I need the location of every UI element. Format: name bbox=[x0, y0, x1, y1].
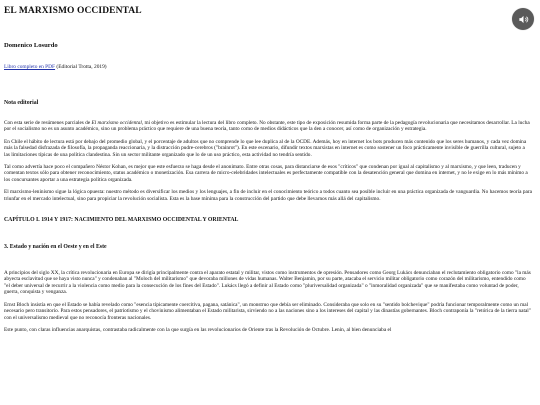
nota-paragraph-2: En Chile el hábito de lectura está por debajo del promedio global, y el porcentaje de adultos que no comprende lo que lee duplica al de la OCDE. Además, hoy en internet los bots producen más contenido que los seres humanos, y cada vez domina más la falsedad disfrazada de filosofía, la propaganda reaccionaria, y la distracción pudre-cerebros ("brainrot"). En este escenario, difundir textos marxistas en internet es como sostener un foco prácticamente invisible de guerrilla cultural, sujeto a las limitaciones típicas de una política clandestina. Sin un sector militante organizado que lo de un uso práctico, esta actividad no tendría sentido. bbox=[4, 138, 527, 158]
nota-paragraph-3: Tal como advertía hace poco el compañero Néstor Kohan, es mejor que este esfuerzo se haga desde el anonimato. Entre otras cosas, para distanciarse de esos "críticos" que condenan por igual al capitalismo y al marxismo, y que leen, traducen y comentan textos sólo para obtener reconocimiento, status académico o monetización. Esa carrera de micro-celebridades intelectuales es perfectamente compatible con la desatención general que domina en internet, y no le exige en lo más mínimo a los concursantes aportar a una estrategia política organizada. bbox=[4, 164, 528, 183]
nota-paragraph-1: Con esta serie de resúmenes parciales de El marxismo occidental, mi objetivo es estimular la lectura del libro completo. No obstante, este tipo de exposición resumida forma parte de la pedagogía revolucionaria que necesitamos desarrollar. La lucha por el socialismo no es un asunto académico, sino un problema práctico que requiere de una buena teoría, tanto como de medios didácticos que la den a conocer, así como de organización y estrategia. bbox=[4, 120, 530, 133]
pdf-link-suffix: (Editorial Trotta, 2019) bbox=[55, 64, 107, 70]
section-paragraph-1: A principios del siglo XX, la crítica revolucionaria en Europa se dirigía principalmente contra el aparato estatal y militar, vistos como instrumentos de opresión. Pensadores como Georg Lukács denunciaban el reclutamiento obligatorio como "la más abyecta esclavitud que se haya visto nunca" y condenaban al "Moloch del militarismo" que devoraba millones de vidas humanas. Walter Benjamin, por su parte, atacaba el servicio militar obligatorio como corazón del militarismo, entendido como "el deber universal de recurrir a la violencia como medio para la consecución de los fines del Estado". Lukács llegó a definir al Estado como "pluriversalidad organizada" o "inmoralidad organizada" que se manifestaba como voluntad de poder, guerra, conquista y venganza. bbox=[4, 270, 531, 296]
nota-paragraph-4: El marxismo-leninismo sigue la lógica opuesta: nuestro método es diversificar los medios y los lenguajes, a fin de incluir en el conocimiento teórico a todos cuanto sea posible incluir en una práctica organizada de vanguardia. No hacemos teoría para triunfar en el mercado intelectual, sino para propiciar la revolución socialista. Esta es la base mínima para la construcción del partido que debe llevarnos más allá del capitalismo. bbox=[4, 189, 532, 202]
speaker-icon bbox=[518, 14, 529, 25]
section-heading: 3. Estado y nación en el Oeste y en el Este bbox=[4, 244, 107, 251]
chapter-heading: CAPÍTULO I. 1914 Y 1917: NACIMIENTO DEL MARXISMO OCCIDENTAL Y ORIENTAL bbox=[4, 217, 239, 224]
nota-editorial-heading: Nota editorial bbox=[4, 100, 39, 106]
pdf-link-line bbox=[4, 64, 532, 70]
pdf-link[interactable]: Libro completo en PDF bbox=[4, 64, 56, 70]
book-title-emphasis: El marxismo occidental bbox=[91, 120, 142, 126]
author-name: Domenico Losurdo bbox=[4, 42, 58, 49]
section-paragraph-3: Este punto, con claras influencias anarquistas, contrastaba radicalmente con la que surgía en las revolucionarios de Oriente tras la Revolución de Octubre. Lenin, al bien denunciaba el bbox=[4, 326, 392, 333]
section-paragraph-2: Ernst Bloch insistía en que el Estado se había revelado como "esencia típicamente coercitiva, pagana, satánica", un monstruo que debía ser eliminado. Consideraba que solo en su "sentido bolchevique" podría funcionar temporalmente como un mal necesario pero transitorio. Para estos pensadores, el patriotismo y el chovinismo alimentaban el Estado militarista, sirviendo no a las naciones sino a los intereses del capital y las dinastías gobernantes. Bloch contraponía la "retórica de la tierra natal" con el universalismo medieval que no reconocía fronteras nacionales. bbox=[4, 301, 531, 321]
audio-button[interactable] bbox=[512, 8, 534, 30]
page-title: EL MARXISMO OCCIDENTAL bbox=[4, 6, 142, 16]
